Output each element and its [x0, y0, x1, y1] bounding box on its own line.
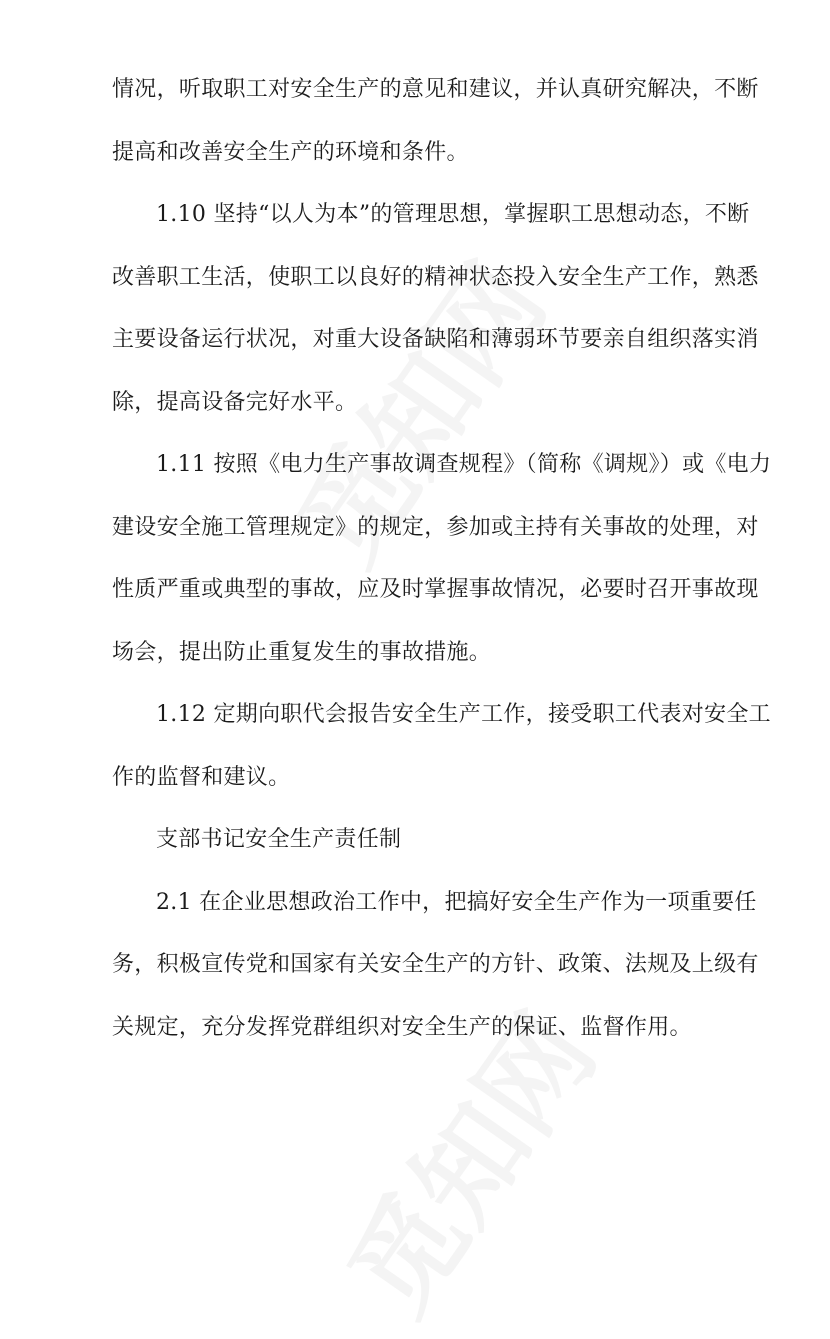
text-line: 建设安全施工管理规定》的规定，参加或主持有关事故的处理，对	[112, 515, 759, 540]
text-line: 情况，听取职工对安全生产的意见和建议，并认真研究解决，不断	[112, 77, 759, 102]
section-heading: 支部书记安全生产责任制	[156, 827, 402, 852]
text-line: 改善职工生活，使职工以良好的精神状态投入安全生产工作，熟悉	[112, 265, 759, 290]
text-line: 关规定，充分发挥党群组织对安全生产的保证、监督作用。	[112, 1015, 692, 1040]
text-line: 主要设备运行状况，对重大设备缺陷和薄弱环节要亲自组织落实消	[112, 327, 759, 352]
text-line: 场会，提出防止重复发生的事故措施。	[112, 640, 492, 665]
paragraph-2-1-start: 2.1 在企业思想政治工作中，把搞好安全生产作为一项重要任	[156, 890, 757, 915]
paragraph-1-11-start: 1.11 按照《电力生产事故调查规程》（简称《调规》）或《电力	[156, 452, 772, 477]
paragraph-1-10-start: 1.10 坚持“以人为本”的管理思想，掌握职工思想动态，不断	[156, 202, 750, 227]
text-line: 提高和改善安全生产的环境和条件。	[112, 140, 469, 165]
paragraph-1-12-start: 1.12 定期向职代会报告安全生产工作，接受职工代表对安全工	[156, 702, 771, 727]
text-line: 除，提高设备完好水平。	[112, 390, 358, 415]
text-line: 务，积极宣传党和国家有关安全生产的方针、政策、法规及上级有	[112, 952, 759, 977]
text-line: 作的监督和建议。	[112, 765, 291, 790]
text-line: 性质严重或典型的事故，应及时掌握事故情况，必要时召开事故现	[112, 577, 759, 602]
